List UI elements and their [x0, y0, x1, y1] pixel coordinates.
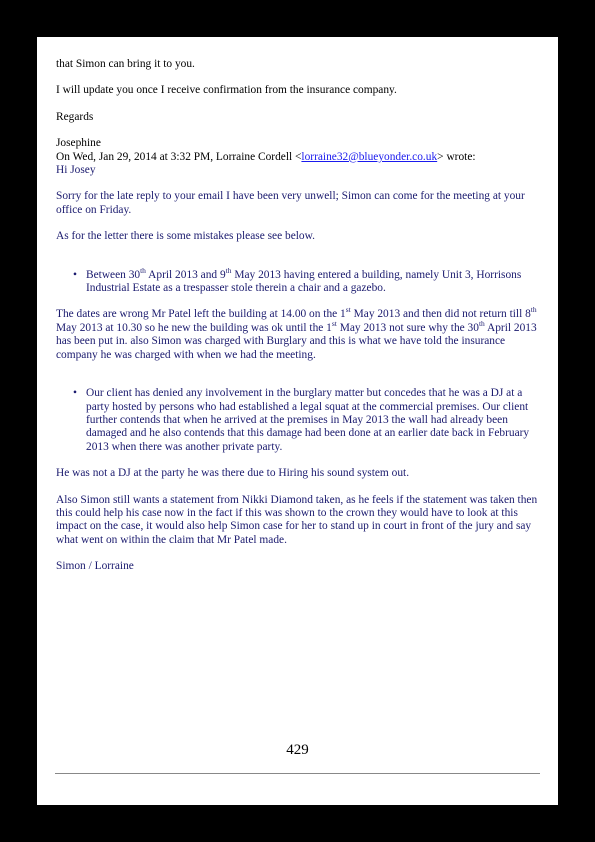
regards-line: Regards — [56, 110, 94, 123]
intro-paragraph: that Simon can bring it to you. — [56, 58, 195, 70]
update-paragraph: I will update you once I receive confirmation from the insurance company. — [56, 84, 397, 97]
footer-rule — [55, 773, 540, 774]
greeting-line: Hi Josey — [56, 164, 96, 177]
email-body — [56, 58, 540, 587]
page-number: 429 — [286, 742, 309, 758]
bullet-list-2 — [56, 387, 540, 454]
sender-name: Josephine — [56, 137, 101, 150]
bullet-item-1: • Between 30th April 2013 and 9th May 2013 having entered a building, namely Unit 3, Horrisons Industrial Estate as a trespasser stole therein a chair and a gazebo. — [86, 269, 540, 296]
statement-paragraph: Also Simon still wants a statement from Nikki Diamond taken, as he feels if the statement was taken then this could help his case now in the fact if this was shown to the crown they would have to look at this impact on the case, it would also help Simon case for her to stand up in court in front of the jury and say what went on within the claim that Mr Patel made. — [56, 493, 538, 546]
letter-paragraph: As for the letter there is some mistakes please see below. — [56, 230, 315, 243]
document-page — [37, 37, 558, 805]
dates-paragraph: The dates are wrong Mr Patel left the building at 14.00 on the 1st May 2013 and then did not return till 8th May 2013 at 10.30 so he new the building was ok until the 1st May 2013 not sure why the 30th April 2013 has been put in. also Simon was charged with Burglary and this is what we have told the insurance company he was charged with when we had the meeting. — [56, 305, 537, 361]
bullet-list-1 — [56, 265, 540, 296]
email-link[interactable]: lorraine32@blueyonder.co.uk — [301, 150, 438, 163]
bullet-item-2: • Our client has denied any involvement in the burglary matter but concedes that he was a DJ at a party hosted by persons who had established a legal squat at the commercial premises. Our client further contends that when he arrived at the premises in May 2013 the wall had already been damaged and he also contends that this damage had been done at an earlier date back in February 2013 when there was another private party. — [86, 387, 540, 454]
quote-header: On Wed, Jan 29, 2014 at 3:32 PM, Lorraine Cordell <lorraine32@blueyonder.co.uk> wrote: — [56, 150, 476, 163]
sorry-paragraph: Sorry for the late reply to your email I have been very unwell; Simon can come for the meeting at your office on Friday. — [56, 190, 525, 216]
signoff-line: Simon / Lorraine — [56, 560, 134, 573]
signature-block — [56, 137, 540, 177]
dj-paragraph: He was not a DJ at the party he was there due to Hiring his sound system out. — [56, 467, 410, 480]
